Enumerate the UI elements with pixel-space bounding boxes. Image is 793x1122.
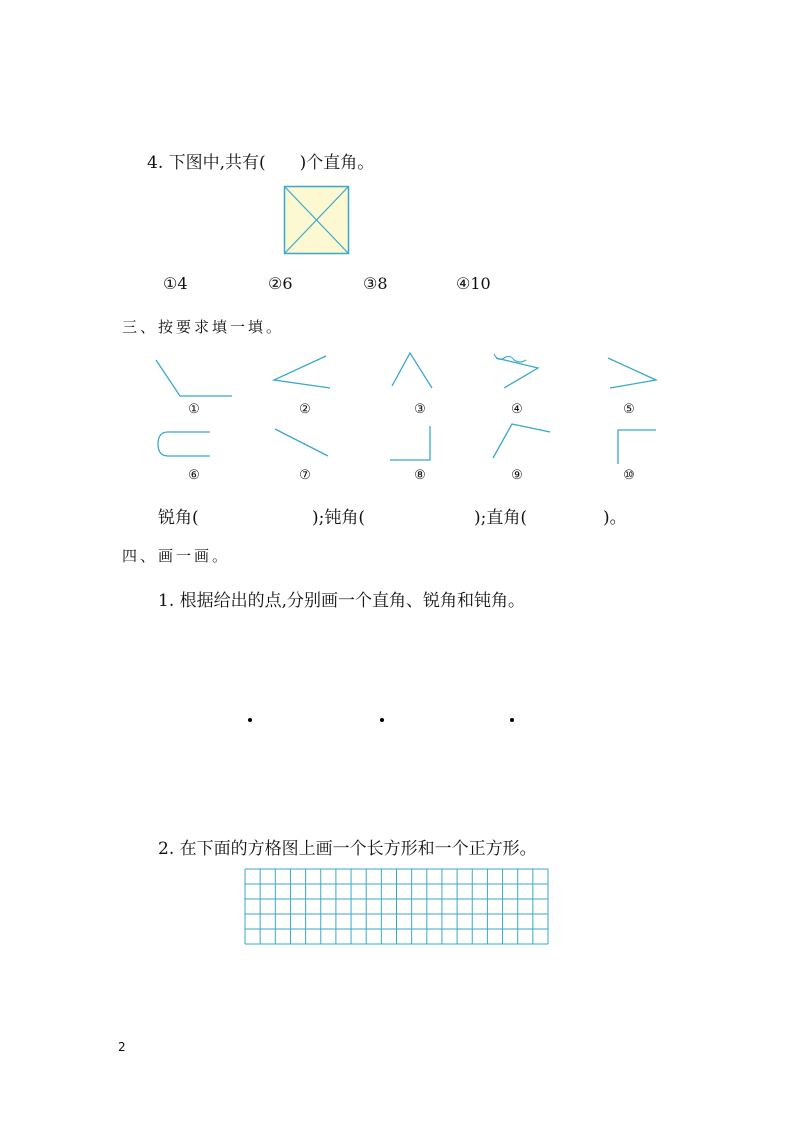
q4-option-1: ①4 xyxy=(163,274,188,293)
angle-figure-3 xyxy=(388,350,438,390)
angle-label-2: ② xyxy=(299,402,311,417)
angle-figure-1 xyxy=(150,358,235,400)
section4-heading: 四、画一画。 xyxy=(122,547,231,565)
angle-label-1: ① xyxy=(188,402,200,417)
given-point-1 xyxy=(248,718,252,722)
square-grid xyxy=(244,868,549,945)
section4-q1-text: 1. 根据给出的点,分别画一个直角、锐角和钝角。 xyxy=(158,591,526,611)
q4-option-3: ③8 xyxy=(363,274,388,293)
rectangle-with-diagonals-figure xyxy=(284,186,349,254)
angle-label-3: ③ xyxy=(414,402,426,417)
angle-figure-10 xyxy=(614,426,658,466)
given-point-2 xyxy=(380,718,384,722)
angle-figure-5 xyxy=(604,354,660,390)
given-point-3 xyxy=(510,718,514,722)
angle-figure-2 xyxy=(270,352,332,392)
obtuse-blank-label: );钝角( xyxy=(312,508,365,528)
q4-option-2: ②6 xyxy=(268,274,293,293)
section4-q2-text: 2. 在下面的方格图上画一个长方形和一个正方形。 xyxy=(158,839,537,859)
q4-option-4: ④10 xyxy=(456,274,491,293)
angle-figure-9 xyxy=(490,420,552,460)
angle-figure-4 xyxy=(490,350,545,392)
angle-label-10: ⑩ xyxy=(623,468,635,483)
section3-heading: 三、按要求填一填。 xyxy=(122,318,285,336)
angle-label-7: ⑦ xyxy=(299,468,311,483)
q4-text: 4. 下图中,共有( )个直角。 xyxy=(147,153,375,173)
right-blank-label: );直角( xyxy=(474,508,527,528)
angle-label-4: ④ xyxy=(511,402,523,417)
page-number: 2 xyxy=(118,1040,126,1054)
angle-figure-8 xyxy=(388,424,436,464)
acute-blank-label: 锐角( xyxy=(158,508,199,528)
curved-figure-6 xyxy=(154,428,214,462)
angle-label-6: ⑥ xyxy=(188,468,200,483)
angle-label-9: ⑨ xyxy=(511,468,523,483)
fill-line-end: )。 xyxy=(603,508,627,528)
angle-label-8: ⑧ xyxy=(414,468,426,483)
angle-label-5: ⑤ xyxy=(623,402,635,417)
line-figure-7 xyxy=(272,426,332,460)
